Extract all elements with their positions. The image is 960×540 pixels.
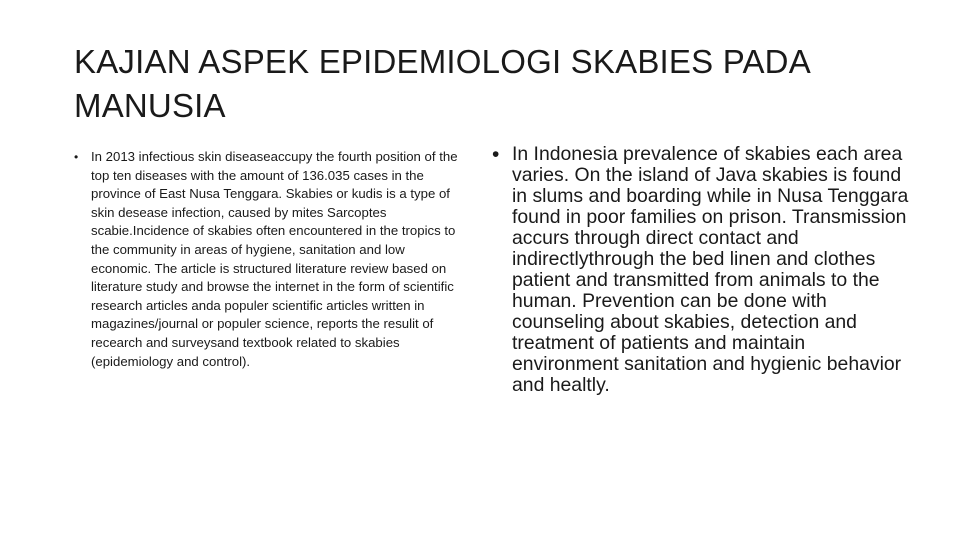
right-bullet-item [492, 144, 912, 396]
right-bullet-text: In Indonesia prevalence of skabies each area varies. On the island of Java skabies is found in slums and boarding while in Nusa Tenggara found in poor families on prison. Transmission accurs through direct contact and indirectlythrough the bed linen and clothes patient and transmitted from animals to the human. Prevention can be done with counseling about skabies, detection and treatment of patients and maintain environment sanitation and hygienic behavior and healtly. [512, 143, 909, 396]
right-column [492, 144, 912, 396]
left-bullet-text: In 2013 infectious skin diseaseaccupy the fourth position of the top ten diseases with the amount of 136.035 cases in the province of East Nusa Tenggara. Skabies or kudis is a type of skin desease infection, caused by mites Sarcoptes scabie.Incidence of skabies often encountered in the tropics to the community in areas of hygiene, sanitation and low economic. The article is structured literature review based on literature study and browse the internet in the form of scientific research articles anda populer scientific articles written in magazines/journal or populer science, reports the resulit of recearch and surveysand textbook related to skabies (epidemiology and control). [91, 149, 458, 369]
left-column [74, 148, 468, 371]
slide-title: KAJIAN ASPEK EPIDEMIOLOGI SKABIES PADA MANUSIA [74, 43, 810, 124]
bullet-icon: • [492, 143, 500, 166]
left-bullet-item [74, 148, 468, 371]
bullet-icon: • [74, 150, 79, 164]
